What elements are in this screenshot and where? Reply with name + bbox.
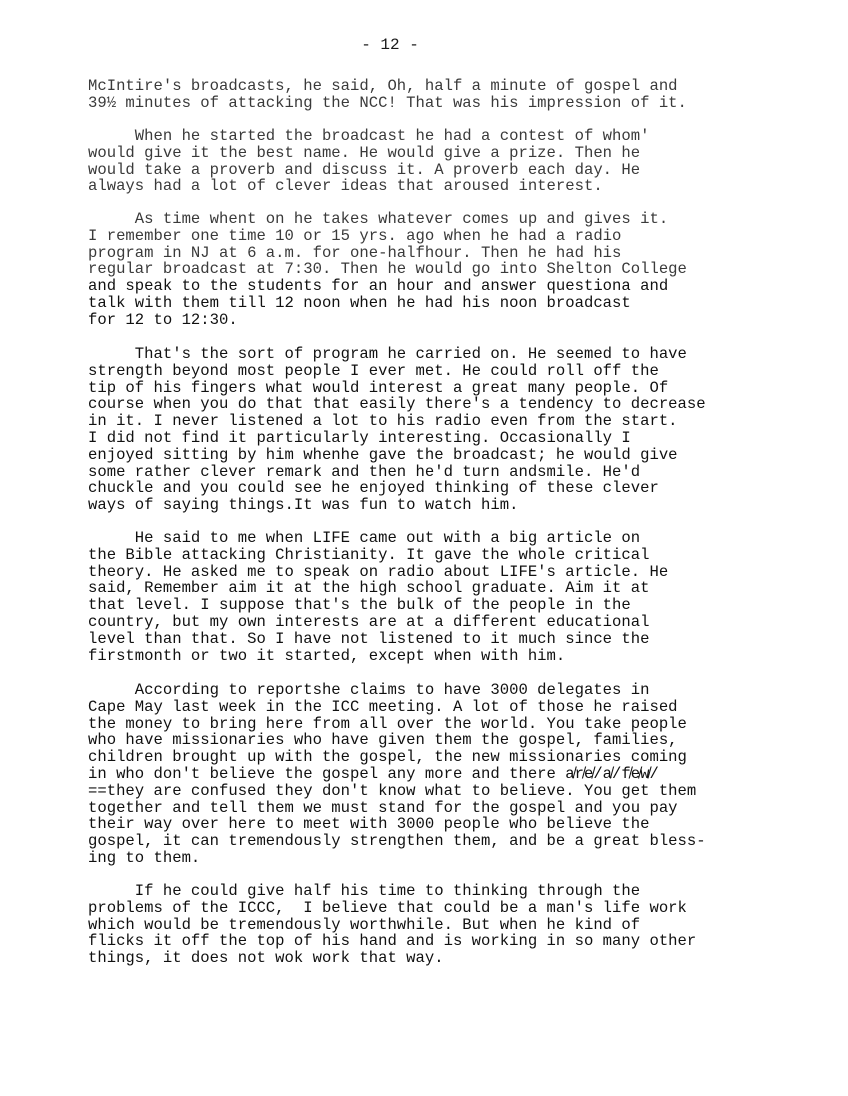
text-line: said, Remember aim it at the high school graduate. Aim it at	[88, 579, 650, 598]
text-line: in who don't believe the gospel any more and there a̸r̸e̸/a̸/f̸e̸w̸/	[88, 764, 659, 783]
text-line: chuckle and you could see he enjoyed thinking of these clever	[88, 479, 659, 498]
text-line: program in NJ at 6 a.m. for one-halfhour. Then he had his	[88, 243, 622, 262]
text-line: some rather clever remark and then he'd turn andsmile. He'd	[88, 462, 641, 481]
text-line: level than that. So I have not listened to it much since the	[88, 629, 650, 648]
text-line: gospel, it can tremendously strengthen them, and be a great bless-	[88, 832, 706, 851]
text-line: McIntire's broadcasts, he said, Oh, half a minute of gospel and	[88, 77, 678, 95]
text-line: ways of saying things.It was fun to watch him.	[88, 496, 519, 515]
text-line: regular broadcast at 7:30. Then he would go into Shelton College	[88, 260, 687, 279]
text-line: their way over here to meet with 3000 people who believe the	[88, 815, 650, 834]
text-line: He said to me when LIFE came out with a big article on	[88, 529, 641, 547]
text-line: country, but my own interests are at a different educational	[88, 612, 650, 631]
text-line: Cape May last week in the ICC meeting. A lot of those he raised	[88, 697, 678, 716]
text-line: which would be tremendously worthwhile. But when he kind of	[88, 915, 641, 934]
paragraph-4	[88, 346, 788, 514]
text-line: 39½ minutes of attacking the NCC! That was his impression of it.	[88, 93, 687, 112]
text-line: for 12 to 12:30.	[88, 310, 238, 329]
paragraph-3	[88, 211, 788, 329]
paragraph-7	[88, 883, 788, 967]
text-line: I remember one time 10 or 15 yrs. ago when he had a radio	[88, 226, 622, 245]
text-line: things, it does not wok work that way.	[88, 949, 444, 968]
text-line: According to reportshe claims to have 3000 delegates in	[88, 681, 650, 699]
text-line: I did not find it particularly interesting. Occasionally I	[88, 428, 631, 447]
paragraph-1	[88, 78, 788, 112]
text-line: problems of the ICCC, I believe that could be a man's life work	[88, 898, 687, 917]
text-line: strength beyond most people I ever met. He could roll off the	[88, 361, 659, 380]
text-line: that level. I suppose that's the bulk of the people in the	[88, 596, 631, 615]
text-line: course when you do that that easily there's a tendency to decrease	[88, 395, 706, 414]
paragraph-2	[88, 128, 788, 195]
text-line: always had a lot of clever ideas that aroused interest.	[88, 177, 603, 196]
text-line: the Bible attacking Christianity. It gave the whole critical	[88, 545, 650, 564]
text-line: As time whent on he takes whatever comes up and gives it.	[88, 210, 669, 228]
text-line: would take a proverb and discuss it. A proverb each day. He	[88, 160, 641, 179]
text-line: in it. I never listened a lot to his radio even from the start.	[88, 412, 678, 431]
text-line: ing to them.	[88, 848, 201, 867]
paragraph-6	[88, 682, 788, 867]
text-line: firstmonth or two it started, except when with him.	[88, 646, 566, 665]
text-line: flicks it off the top of his hand and is working in so many other	[88, 932, 697, 951]
text-line: If he could give half his time to thinking through the	[88, 882, 641, 900]
text-line: That's the sort of program he carried on. He seemed to have	[88, 345, 687, 363]
text-line: together and tell them we must stand for the gospel and you pay	[88, 798, 678, 817]
page-number: - 12 -	[361, 36, 419, 54]
text-line: When he started the broadcast he had a contest of whom'	[88, 127, 650, 145]
text-line: ==they are confused they don't know what to believe. You get them	[88, 781, 697, 800]
paragraph-5	[88, 530, 788, 664]
text-line: the money to bring here from all over the world. You take people	[88, 714, 687, 733]
text-line: enjoyed sitting by him whenhe gave the broadcast; he would give	[88, 445, 678, 464]
text-line: theory. He asked me to speak on radio about LIFE's article. He	[88, 562, 669, 581]
text-line: tip of his fingers what would interest a great many people. Of	[88, 378, 669, 397]
text-line: children brought up with the gospel, the new missionaries coming	[88, 748, 687, 767]
text-line: who have missionaries who have given them the gospel, families,	[88, 731, 678, 750]
text-line: would give it the best name. He would give a prize. Then he	[88, 143, 641, 162]
text-line: talk with them till 12 noon when he had his noon broadcast	[88, 293, 631, 312]
text-line: and speak to the students for an hour and answer questiona and	[88, 277, 669, 296]
